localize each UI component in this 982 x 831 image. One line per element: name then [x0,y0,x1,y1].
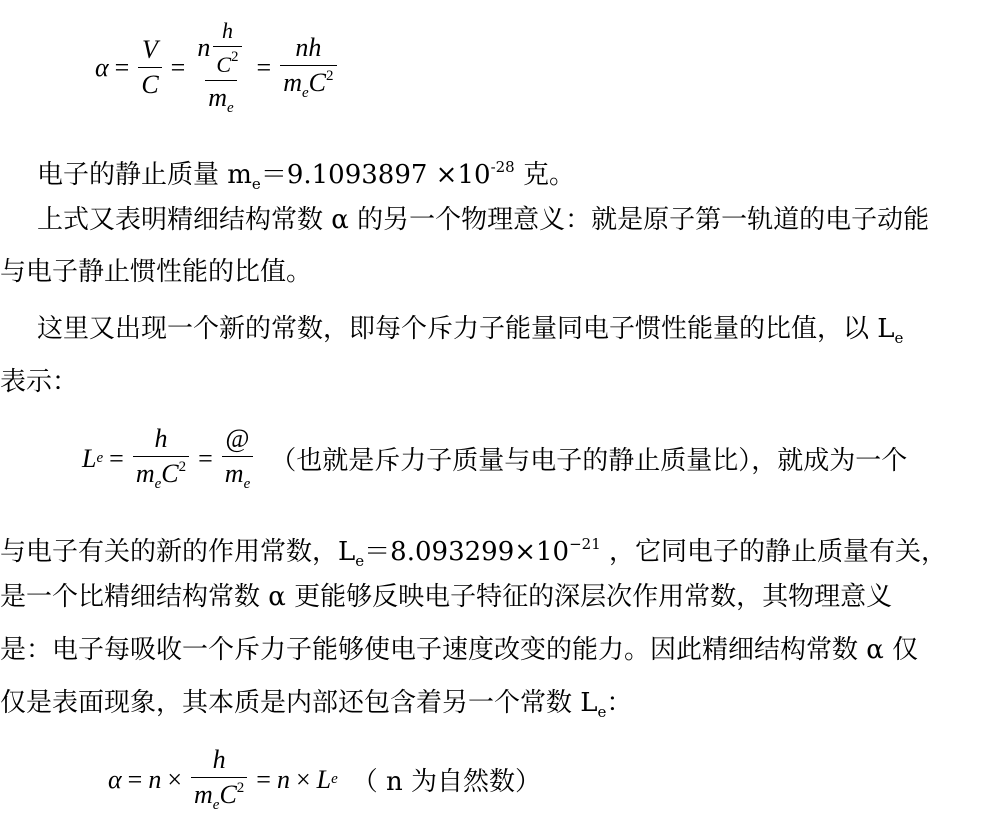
eq1-f1-den: C [138,67,161,100]
eq3-l-sub: e [331,771,338,787]
eq1-f3-den [280,65,336,102]
eq1-fraction-nh [280,33,336,102]
eq1-f2-den-m: m [208,83,227,112]
p1-post: 克。 [514,160,575,190]
paragraph-new-constant-line2: 表示： [0,367,79,397]
eq2-f2-den-sub: e [243,476,251,492]
paragraph-alpha-meaning-line1: 上式又表明精细结构常数 α 的另一个物理意义：就是原子第一轨道的电子动能 [37,205,930,235]
p4-l4-pre: 仅是表面现象，其本质是内部还包含着另一个常数 L [0,688,598,718]
eq2-fraction-at-over-me [222,424,253,493]
eq2-f2-den-m: m [224,459,244,488]
eq3-note: （ n 为自然数） [351,767,542,797]
eq1-equals-1: = [114,52,130,82]
eq2-equals-2: = [198,443,213,473]
eq2-f1-den [133,456,189,493]
equation-alpha-ratio [95,18,340,117]
p4-l4-sub: e [597,703,607,721]
p4-l1-sup: −21 [569,535,601,553]
eq3-n: n [148,764,162,794]
eq2-f1-den-pow: 2 [178,459,187,475]
eq1-f3-num: nh [295,33,322,62]
eq1-f2-inner-pow: 2 [231,49,239,65]
eq2-l: L [82,443,97,473]
eq2-l-sub: e [96,450,104,466]
equation-le-definition [82,424,907,493]
eq2-f1-den-sub: e [154,476,162,492]
eq3-times-2: × [295,764,311,794]
paragraph-le-value-line4 [0,688,632,727]
eq2-f1-num: h [154,424,168,453]
eq3-f-den [191,777,247,814]
eq1-f2-inner-den [213,46,241,78]
p4-l1-pre: 与电子有关的新的作用常数，L [0,537,356,567]
p3-l1-pre: 这里又出现一个新的常数，即每个斥力子能量同电子惯性能量的比值，以 L [37,314,895,344]
eq2-fraction-h-over-mc2 [133,424,189,493]
eq2-note: （也就是斥力子质量与电子的静止质量比），就成为一个 [270,446,908,476]
p1-sup: -28 [490,158,515,176]
p4-l4-post: ： [606,688,633,718]
eq1-alpha: α [95,52,109,82]
eq3-f-den-pow: 2 [236,780,245,796]
eq1-f3-den-c: C [308,68,326,97]
eq3-l: L [316,764,332,794]
eq3-f-den-m: m [194,780,213,809]
eq3-f-num: h [212,745,226,774]
eq2-f2-den [222,456,253,493]
equation-alpha-n-le [108,745,541,814]
p4-l1-post: ，它同电子的静止质量有关， [600,537,948,567]
paragraph-le-value-line3: 是：电子每吸收一个斥力子能够使电子速度改变的能力。因此精细结构常数 α 仅 [0,635,919,665]
eq1-f1-num: V [142,35,158,64]
eq1-f3-den-pow: 2 [326,68,334,84]
p1-mid: ＝9.1093897 ×10 [260,160,491,190]
eq2-equals-1: = [109,443,124,473]
p3-l1-sub: e [894,329,904,347]
eq1-f2-inner-c: C [216,52,232,77]
eq2-f1-den-c: C [161,459,179,488]
paragraph-new-constant-line1 [37,314,903,353]
eq1-fraction-v-over-c [138,35,161,100]
eq1-f3-den-m: m [283,68,302,97]
eq3-f-den-sub: e [212,797,220,813]
p4-l1-sub: e [355,552,365,570]
eq1-fraction-nested [194,18,247,117]
paragraph-le-value-line2: 是一个比精细结构常数 α 更能够反映电子特征的深层次作用常数，其物理意义 [0,582,893,612]
eq2-f2-num: @ [225,424,250,453]
eq1-f2-num [194,18,247,80]
paragraph-le-value-line1 [0,529,947,576]
eq3-fraction-h-over-mc2 [191,745,247,814]
eq3-f-den-c: C [219,780,237,809]
eq1-f2-den-sub: e [226,100,234,116]
eq3-equals-1: = [127,764,143,794]
eq3-alpha: α [108,764,122,794]
paragraph-alpha-meaning-line2: 与电子静止惯性能的比值。 [0,257,313,287]
eq1-f3-den-sub: e [301,85,309,101]
eq1-f2-inner-frac [213,18,241,78]
eq1-equals-3: = [256,52,272,82]
eq3-equals-2: = [256,764,271,794]
p1-pre: 电子的静止质量 m [37,160,252,190]
eq1-equals-2: = [170,52,186,82]
p1-sub: e [251,175,261,193]
eq2-f1-den-m: m [135,459,155,488]
eq1-f2-n: n [197,33,211,62]
eq1-f2-den [205,80,236,117]
eq3-n2: n [276,764,290,794]
paragraph-electron-mass [37,152,575,199]
p4-l1-mid: ＝8.093299×10 [364,537,570,567]
eq3-times-1: × [167,764,182,794]
eq1-f2-inner-num: h [221,18,233,43]
